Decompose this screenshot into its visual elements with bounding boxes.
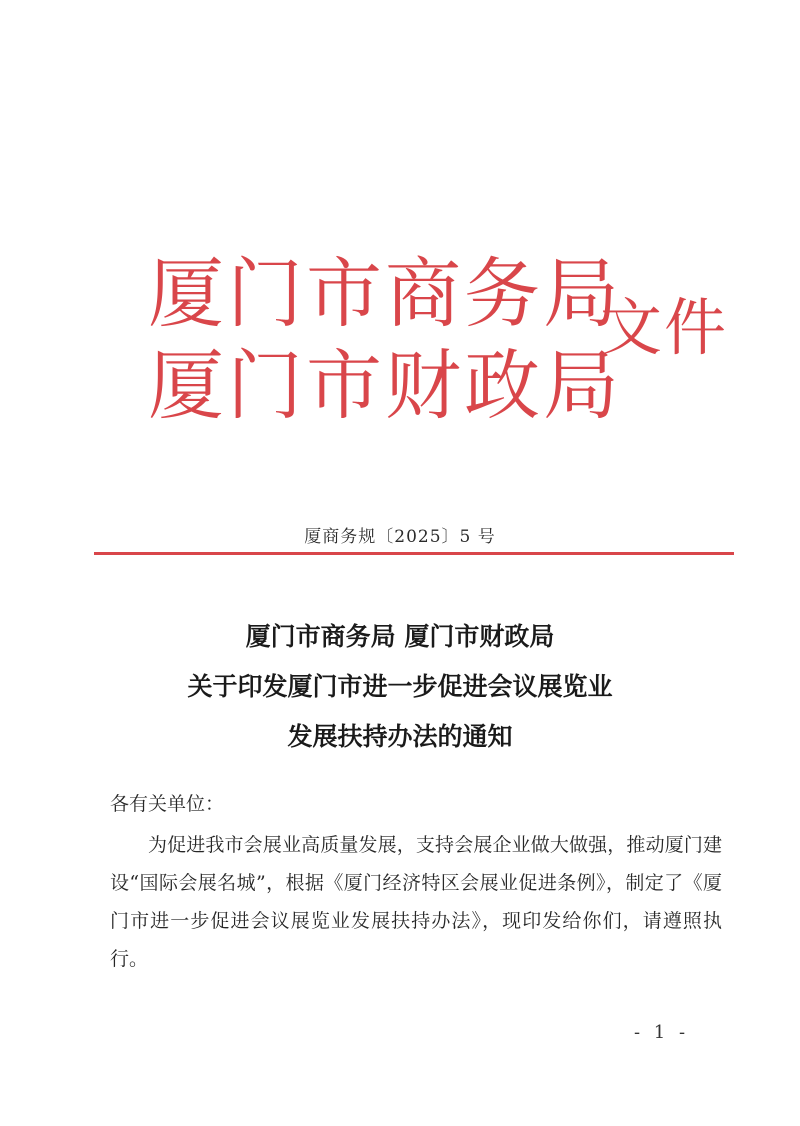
red-divider-line (94, 552, 734, 555)
document-number: 厦商务规〔2025〕5 号 (304, 527, 496, 547)
issuer-line-finance: 厦门市财政局 (148, 341, 622, 430)
document-type-label: 文件 (600, 291, 729, 364)
title-line-3: 发展扶持办法的通知 (287, 722, 513, 751)
salutation: 各有关单位： (110, 793, 225, 815)
page-number: - 1 - (634, 1022, 690, 1043)
title-line-2: 关于印发厦门市进一步促进会议展览业 (187, 672, 613, 701)
body-paragraph: 为促进我市会展业高质量发展，支持会展企业做大做强，推动厦门建设“国际会展名城”，根据《厦门经济特区会展业促进条例》，制定了《厦门市进一步促进会议展览业发展扶持办法》，现印发给你们，请遵照执行。 (110, 834, 722, 970)
title-line-1: 厦门市商务局 厦门市财政局 (245, 622, 555, 651)
issuer-line-commerce: 厦门市商务局 (148, 249, 622, 338)
document-title (0, 612, 800, 762)
